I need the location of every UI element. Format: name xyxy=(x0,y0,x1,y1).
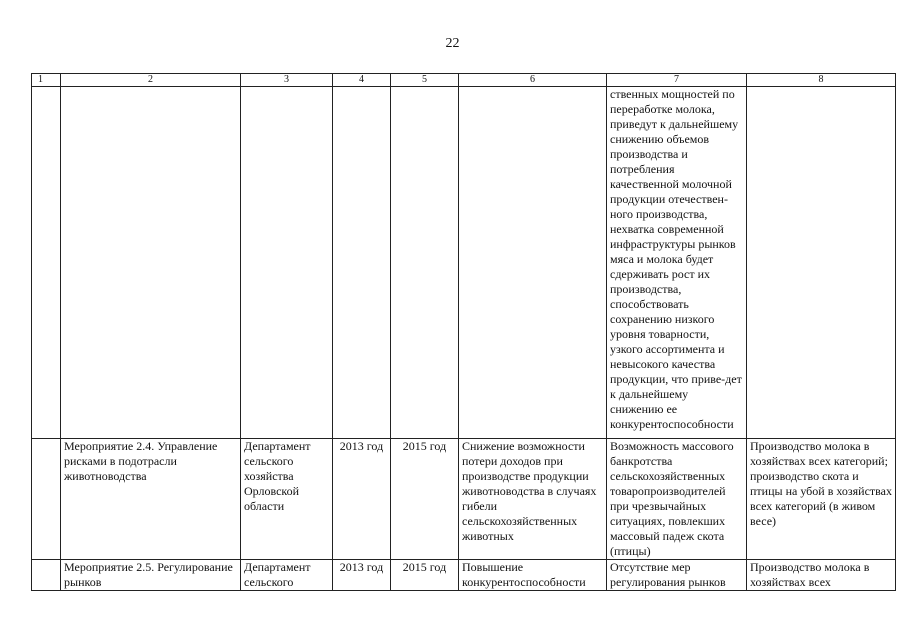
indicator-link-cell: Производство молока в хозяйствах всех xyxy=(747,560,896,591)
start-year-cell xyxy=(333,87,391,439)
executor-cell: Департамент сельского xyxy=(241,560,333,591)
column-header: 4 xyxy=(333,74,391,87)
measure-name-cell: Мероприятие 2.4. Управление рисками в подотрасли животноводства xyxy=(61,439,241,560)
measure-name-cell xyxy=(61,87,241,439)
measure-name-cell: Мероприятие 2.5. Регулирование рынков xyxy=(61,560,241,591)
table-row xyxy=(32,560,896,591)
start-year-cell: 2013 год xyxy=(333,560,391,591)
column-header: 8 xyxy=(747,74,896,87)
expected-result-cell: Повышение конкурентоспособности xyxy=(459,560,607,591)
page-number: 22 xyxy=(445,36,460,51)
indicator-link-cell xyxy=(747,87,896,439)
column-header: 7 xyxy=(607,74,747,87)
column-header: 2 xyxy=(61,74,241,87)
column-header: 3 xyxy=(241,74,333,87)
start-year-cell: 2013 год xyxy=(333,439,391,560)
expected-result-cell xyxy=(459,87,607,439)
end-year-cell: 2015 год xyxy=(391,439,459,560)
consequences-cell: Возможность массового банкротства сельскохозяйственных товаропроизводителей при чрезвычайных ситуациях, повлекших массовый падеж скота (птицы) xyxy=(607,439,747,560)
column-header: 6 xyxy=(459,74,607,87)
program-measures-table xyxy=(31,73,896,591)
consequences-cell: Отсутствие мер регулирования рынков xyxy=(607,560,747,591)
column-header: 1 xyxy=(32,74,61,87)
row-number-cell xyxy=(32,87,61,439)
executor-cell: Департамент сельского хозяйства Орловской области xyxy=(241,439,333,560)
column-number-row xyxy=(32,74,896,87)
consequences-cell: ственных мощностей по переработке молока, приведут к дальнейшему снижению объемов производства и потребления качественной молочной продукции отечествен-ного производства, нехватка современной инфраструктуры рынков мяса и молока будет сдерживать рост их производства, способствовать сохранению низкого уровня товарности, узкого ассортимента и невысокого качества продукции, что приве-дет к дальнейшему снижению ее конкурентоспособности xyxy=(607,87,747,439)
end-year-cell xyxy=(391,87,459,439)
row-number-cell xyxy=(32,439,61,560)
table-row xyxy=(32,87,896,439)
column-header: 5 xyxy=(391,74,459,87)
end-year-cell: 2015 год xyxy=(391,560,459,591)
row-number-cell xyxy=(32,560,61,591)
executor-cell xyxy=(241,87,333,439)
table-row xyxy=(32,439,896,560)
indicator-link-cell: Производство молока в хозяйствах всех категорий; производство скота и птицы на убой в хозяйствах всех категорий (в живом весе) xyxy=(747,439,896,560)
expected-result-cell: Снижение возможности потери доходов при производстве продукции животноводства в случаях гибели сельскохозяйственных животных xyxy=(459,439,607,560)
